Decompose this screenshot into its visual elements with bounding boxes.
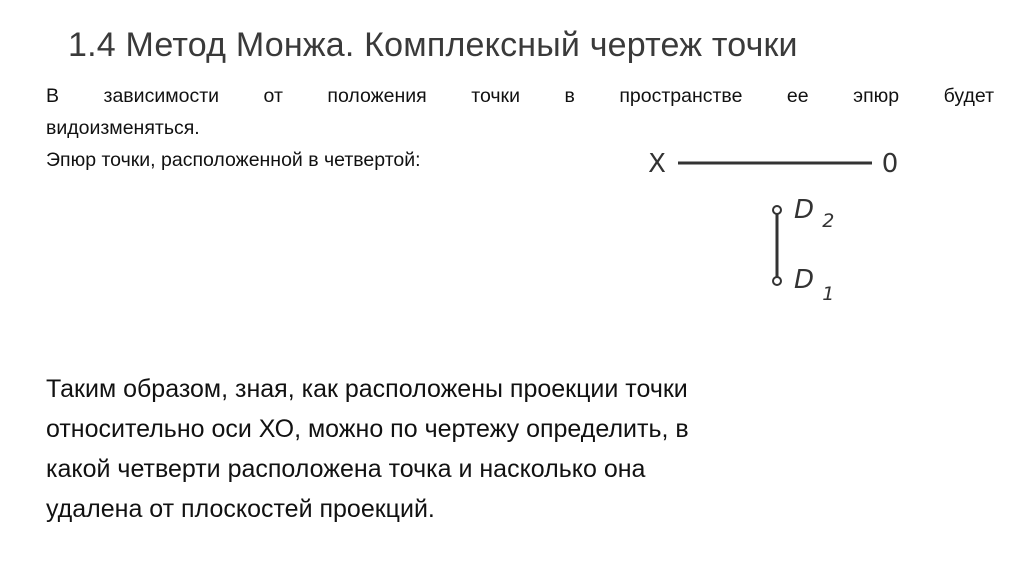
point-d1-subscript: 1 bbox=[822, 283, 835, 305]
epure-diagram bbox=[640, 135, 900, 335]
point-d2-label bbox=[794, 195, 834, 232]
point-d2-subscript: 2 bbox=[822, 210, 835, 232]
point-d1-letter: D bbox=[794, 265, 815, 295]
conclusion-line-1: Таким образом, зная, как расположены проекции точки bbox=[46, 375, 688, 403]
conclusion-line-4: удалена от плоскостей проекций. bbox=[46, 495, 435, 523]
axis-label-o: 0 bbox=[881, 149, 899, 179]
point-d2-letter: D bbox=[794, 195, 815, 225]
intro-line-1: В зависимости от положения точки в пространстве ее эпюр будет bbox=[46, 85, 994, 107]
intro-line-2: видоизменяться. bbox=[46, 117, 200, 139]
conclusion-line-2: относительно оси ХО, можно по чертежу определить, в bbox=[46, 415, 689, 443]
point-d1-marker bbox=[773, 277, 781, 285]
point-d1-label bbox=[794, 265, 834, 305]
axis-label-x: X bbox=[648, 149, 666, 179]
conclusion-line-3: какой четверти расположена точка и насколько она bbox=[46, 455, 646, 483]
point-d2-marker bbox=[773, 206, 781, 214]
slide-title: 1.4 Метод Монжа. Комплексный чертеж точки bbox=[68, 26, 798, 64]
intro-line-3: Эпюр точки, расположенной в четвертой: bbox=[46, 149, 421, 171]
conclusion-text bbox=[46, 369, 866, 529]
